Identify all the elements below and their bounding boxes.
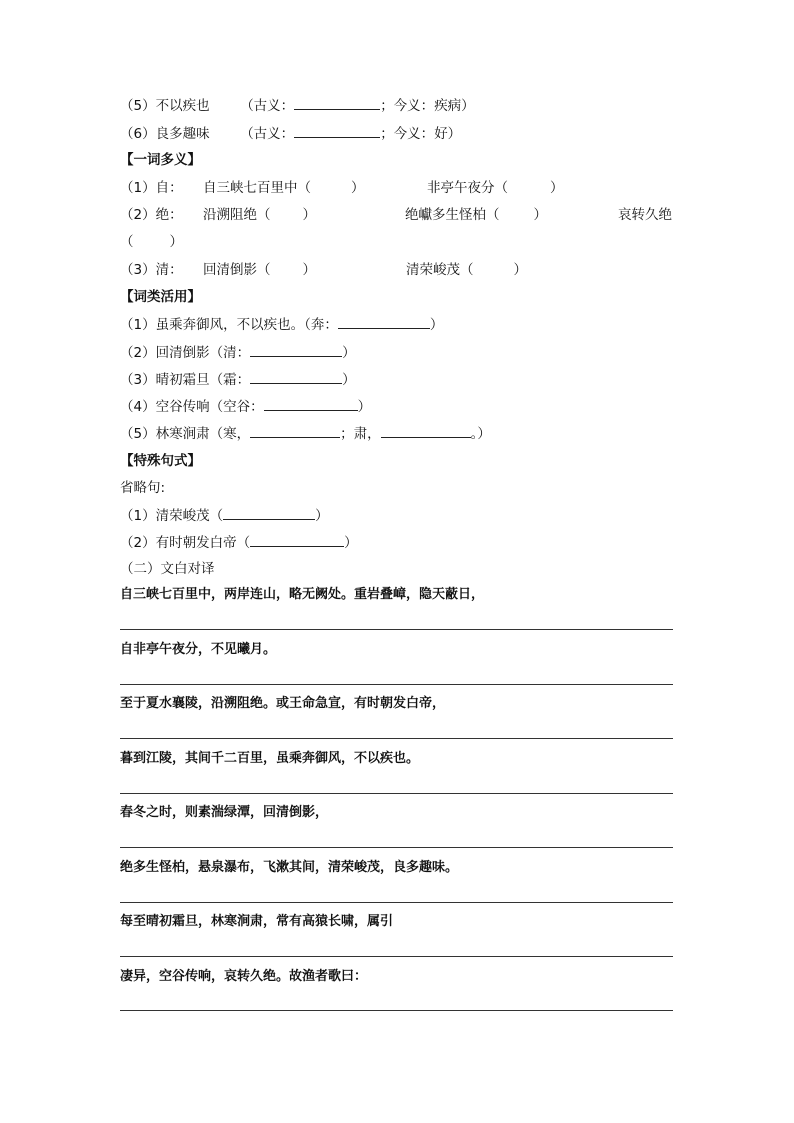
source-sentence-3: 至于夏水襄陵，沿溯阻绝。或王命急宣，有时朝发白帝，	[120, 696, 446, 711]
section-heading-translation: （二）文白对译	[120, 561, 215, 577]
yici-item-2-ex2	[405, 206, 547, 224]
answer-line-5[interactable]	[120, 847, 673, 848]
cilei-item-2	[120, 343, 356, 362]
answer-blank[interactable]	[250, 424, 340, 438]
source-sentence-6: 绝多生怪柏，悬泉瀑布，飞漱其间，清荣峻茂，良多趣味。	[120, 860, 459, 875]
answer-blank[interactable]	[294, 96, 380, 110]
answer-line-8[interactable]	[120, 1010, 673, 1011]
close-paren: ）	[513, 262, 527, 278]
jin-label: ；今义：	[380, 126, 435, 142]
section-heading-cilei: 【词类活用】	[120, 289, 201, 305]
item-text: （2）回清倒影（清：	[120, 345, 251, 361]
section-heading-yici: 【一词多义】	[120, 152, 201, 168]
close-paren: ）	[302, 262, 316, 278]
item-text: （5）林寒涧肃（寒，	[120, 426, 251, 442]
yici-item-3-label	[120, 261, 183, 279]
yici-item-2-ex3-paren	[120, 233, 183, 251]
item-text: （4）空谷传响（空谷：	[120, 399, 264, 415]
answer-line-7[interactable]	[120, 956, 673, 957]
answer-blank[interactable]	[294, 124, 380, 138]
close-paren: ）	[315, 508, 329, 524]
yici-item-2-label	[120, 206, 183, 224]
yici-item-1-ex2	[427, 179, 564, 197]
answer-blank[interactable]	[250, 343, 342, 357]
yici-item-1-ex1	[203, 179, 365, 197]
answer-line-3[interactable]	[120, 738, 673, 739]
item-text: （1）虽乘奔御风，不以疾也。（奔：	[120, 317, 338, 333]
answer-line-2[interactable]	[120, 684, 673, 685]
answer-blank[interactable]	[264, 397, 358, 411]
yici-item-2-ex1	[203, 206, 316, 224]
close-paren: ）	[429, 317, 444, 333]
item-text: ；肃，	[340, 426, 381, 442]
answer-blank[interactable]	[381, 424, 471, 438]
source-sentence-1: 自三峡七百里中，两岸连山，略无阙处。重岩叠嶂，隐天蔽日，	[120, 587, 485, 602]
close-paren: 。）	[470, 426, 491, 442]
source-sentence-7: 每至晴初霜旦，林寒涧肃，常有高猿长啸，属引	[120, 914, 394, 929]
answer-blank[interactable]	[223, 506, 315, 520]
answer-blank[interactable]	[250, 370, 342, 384]
item-word: 绝：	[155, 207, 183, 223]
gu-label: （古义：	[240, 126, 295, 142]
close-paren: ）	[342, 345, 356, 361]
item-number: （5）	[120, 98, 156, 114]
gujin-item-5	[120, 96, 475, 115]
gu-label: （古义：	[240, 98, 295, 114]
item-number: （3）	[120, 262, 156, 278]
close-paren: ）	[302, 207, 316, 223]
cilei-item-4	[120, 397, 371, 416]
example-text: 自三峡七百里中（	[203, 180, 311, 196]
cilei-item-1	[120, 315, 443, 334]
gujin-item-6	[120, 124, 461, 143]
teshu-item-1	[120, 506, 329, 525]
yici-item-2-ex3: 哀转久绝	[618, 207, 672, 223]
item-number: （1）	[120, 180, 156, 196]
open-paren: （	[120, 234, 134, 250]
jin-meaning: 好）	[434, 126, 462, 142]
answer-blank[interactable]	[338, 315, 430, 329]
section-heading-teshu: 【特殊句式】	[120, 453, 201, 469]
example-text: 绝巘多生怪柏（	[405, 207, 500, 223]
close-paren: ）	[533, 207, 547, 223]
yici-item-3-ex2	[406, 261, 527, 279]
teshu-item-2	[120, 533, 358, 552]
answer-line-6[interactable]	[120, 902, 673, 903]
item-number: （2）	[120, 207, 156, 223]
example-text: 清荣峻茂（	[406, 262, 474, 278]
item-word: 自：	[155, 180, 183, 196]
source-sentence-5: 春冬之时，则素湍绿潭，回清倒影，	[120, 805, 329, 820]
item-word: 清：	[155, 262, 183, 278]
example-text: 沿溯阻绝（	[203, 207, 271, 223]
item-text: （3）晴初霜旦（霜：	[120, 372, 251, 388]
source-sentence-2: 自非亭午夜分，不见曦月。	[120, 642, 277, 657]
yici-item-1-label	[120, 179, 183, 197]
answer-line-4[interactable]	[120, 793, 673, 794]
item-text: （2）有时朝发白帝（	[120, 535, 251, 551]
jin-meaning: 疾病）	[434, 98, 475, 114]
item-number: （6）	[120, 126, 156, 142]
yici-item-3-ex1	[203, 261, 316, 279]
answer-line-1[interactable]	[120, 629, 673, 630]
phrase: 不以疾也	[155, 98, 210, 114]
close-paren: ）	[169, 234, 183, 250]
cilei-item-3	[120, 370, 356, 389]
close-paren: ）	[357, 399, 372, 415]
close-paren: ）	[344, 535, 358, 551]
close-paren: ）	[550, 180, 564, 196]
example-text: 非亭午夜分（	[427, 180, 508, 196]
example-text: 回清倒影（	[203, 262, 271, 278]
phrase: 良多趣味	[155, 126, 210, 142]
source-sentence-8: 凄异，空谷传响，哀转久绝。故渔者歌曰：	[120, 969, 368, 984]
cilei-item-5	[120, 424, 491, 443]
close-paren: ）	[342, 372, 356, 388]
answer-blank[interactable]	[250, 533, 344, 547]
subheading-shenglue: 省略句:	[120, 480, 166, 496]
source-sentence-4: 暮到江陵，其间千二百里，虽乘奔御风，不以疾也。	[120, 751, 420, 766]
jin-label: ；今义：	[380, 98, 435, 114]
close-paren: ）	[351, 180, 365, 196]
item-text: （1）清荣峻茂（	[120, 508, 224, 524]
